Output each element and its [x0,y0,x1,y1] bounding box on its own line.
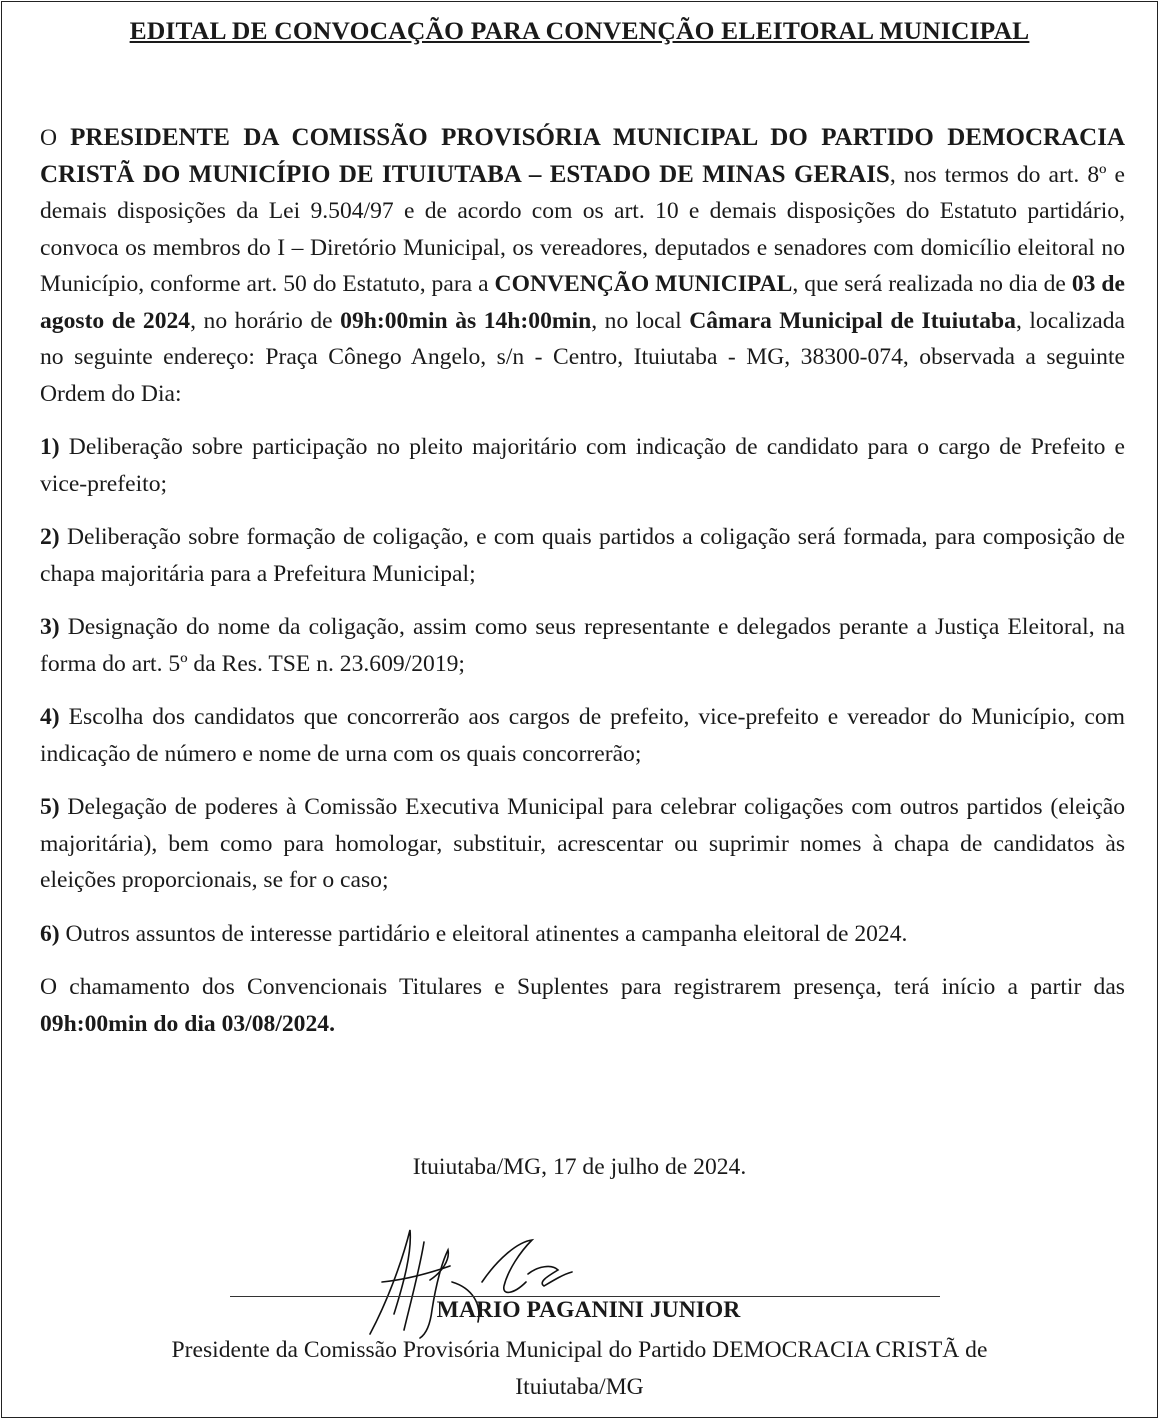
closing-paragraph [40,969,1125,1042]
signer-name: MARIO PAGANINI JUNIOR [436,1297,741,1323]
convention-location: Câmara Municipal de Ituiutaba [689,307,1016,334]
intro-paragraph [40,120,1125,412]
intro-text-4: , no local [591,307,690,334]
agenda-item [40,916,1125,953]
agenda-item-number: 4) [40,704,60,730]
closing-text: O chamamento dos Convencionais Titulares e Suplentes para registrarem presença, terá início a partir das [40,974,1125,1000]
intro-text-5: , localizada no seguinte endereço: Praça Cônego Angelo, s/n - Centro, Ituiutaba - MG, 38300-074, observada a seguinte Ordem do Dia: [40,307,1125,407]
intro-text-1: , nos termos do art. 8º e demais disposições da Lei 9.504/97 e de acordo com os art. 10 e demais disposições do Estatuto partidário, convoca os membros do I – Diretório Municipal, os vereadores, deputados e senadores com domicílio eleitoral no Município, conforme art. 50 do Estatuto, para a [40,161,1125,297]
agenda-item-number: 2) [40,524,60,550]
agenda-item-text: Outros assuntos de interesse partidário e eleitoral atinentes a campanha eleitoral de 2024. [59,920,908,947]
agenda-item [40,609,1125,682]
intro-lead: PRESIDENTE DA COMISSÃO PROVISÓRIA MUNICIPAL DO PARTIDO DEMOCRACIA CRISTÃ DO MUNICÍPIO DE ITUIUTABA – ESTADO DE MINAS GERAIS [40,124,1126,188]
signer-role [62,1332,1097,1406]
convention-time: 09h:00min às 14h:00min [340,307,592,334]
agenda-item-number: 1) [40,434,60,460]
agenda-item-text: Deliberação sobre participação no pleito majoritário com indicação de candidato para o cargo de Prefeito e vice-prefeito; [40,434,1125,497]
agenda-item-number: 3) [40,614,60,640]
agenda-item-text: Designação do nome da coligação, assim como seus representante e delegados perante a Justiça Eleitoral, na forma do art. 5º da Res. TSE n. 23.609/2019; [40,614,1125,677]
agenda-item-number: 5) [40,794,60,820]
agenda-item-text: Escolha dos candidatos que concorrerão aos cargos de prefeito, vice-prefeito e vereador do Município, com indicação de número e nome de urna com os quais concorrerão; [40,704,1125,767]
agenda-item-number: 6) [40,920,60,947]
handwritten-signature [332,1222,582,1342]
document-body [40,120,1125,1042]
intro-o: O [40,125,71,151]
place-and-date: Ituiutaba/MG, 17 de julho de 2024. [412,1154,747,1180]
document-title: EDITAL DE CONVOCAÇÃO PARA CONVENÇÃO ELEITORAL MUNICIPAL [129,16,1030,45]
agenda-item [40,789,1125,899]
intro-text-2: , que será realizada no dia de [792,271,1072,297]
agenda-item-text: Deliberação sobre formação de coligação, e com quais partidos a coligação será formada, para composição de chapa majoritária para a Prefeitura Municipal; [40,524,1125,587]
closing-datetime: 09h:00min do dia 03/08/2024. [40,1010,335,1037]
document-page [1,1,1158,1418]
intro-text-3: , no horário de [190,307,341,334]
signer-role-line-2: Ituiutaba/MG [515,1374,644,1400]
agenda-item [40,429,1125,502]
agenda-item [40,519,1125,592]
agenda-item-text: Delegação de poderes à Comissão Executiva Municipal para celebrar coligações com outros partidos (eleição majoritária), bem como para homologar, substituir, acrescentar ou suprimir nomes à chapa de candidatos às eleições proporcionais, se for o caso; [40,794,1125,893]
convention-date: 03 de agosto de 2024 [40,271,1126,334]
signer-role-line-1: Presidente da Comissão Provisória Municipal do Partido DEMOCRACIA CRISTÃ de [171,1337,988,1363]
convention-label: CONVENÇÃO MUNICIPAL [494,271,793,297]
agenda-item [40,699,1125,772]
